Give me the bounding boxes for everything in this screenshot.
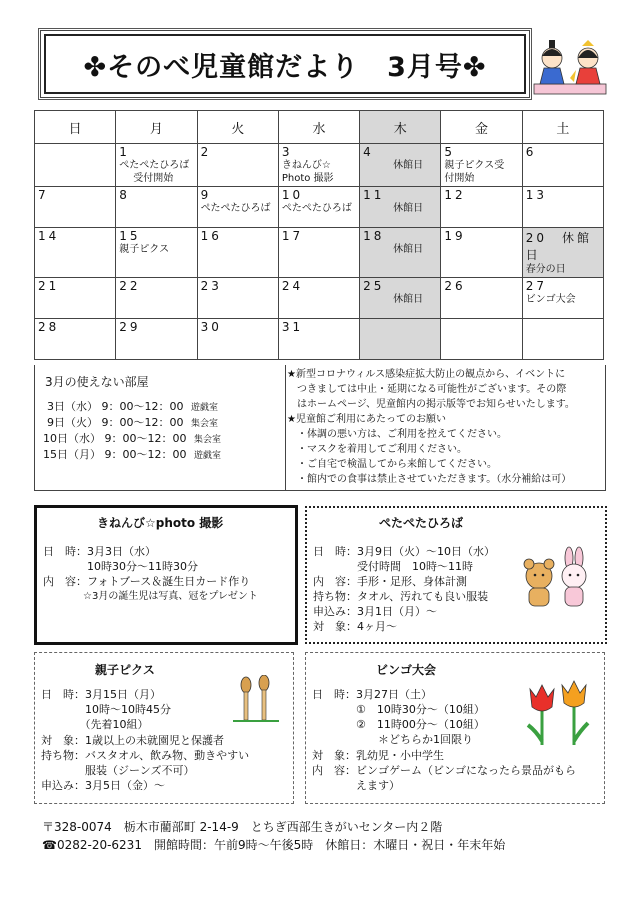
day-number: 31 bbox=[281, 320, 304, 334]
day-event: 親子ピクス受 bbox=[444, 160, 505, 171]
calendar-week-row bbox=[35, 187, 604, 228]
title-banner bbox=[44, 34, 526, 94]
notice-line: ・ご自宅で検温してから来館してください。 bbox=[287, 459, 497, 470]
day-number: 22 bbox=[119, 279, 141, 293]
hina-dolls-illustration bbox=[530, 30, 610, 100]
calendar-day-cell bbox=[197, 144, 278, 187]
weekday-header: 火 bbox=[197, 111, 278, 144]
bingo-line: 内 容：ビンゴゲーム（ビンゴになったら景品がもら bbox=[312, 764, 576, 777]
room-time: 9：00～12：00 bbox=[101, 400, 184, 413]
calendar-day-cell bbox=[360, 278, 441, 319]
rooms-heading: 3月の使えない部屋 bbox=[45, 375, 149, 389]
bingo-line: えます） bbox=[312, 779, 400, 792]
room-date: 10日（水） bbox=[43, 432, 101, 445]
calendar-week-row bbox=[35, 319, 604, 360]
weekday-header: 月 bbox=[116, 111, 197, 144]
calendar-day-cell bbox=[197, 278, 278, 319]
room-date: 9日（火） bbox=[47, 416, 98, 429]
day-event: 休館日 bbox=[393, 203, 424, 214]
petapeta-line: 受付時間 10時～11時 bbox=[313, 560, 473, 573]
petapeta-line: 申込み：3月1日（月）～ bbox=[313, 605, 437, 618]
calendar-day-cell bbox=[116, 187, 197, 228]
day-number: 19 bbox=[444, 229, 466, 243]
oyako-title: 親子ピクス bbox=[95, 663, 155, 677]
petapeta-title: ぺたぺたひろば bbox=[379, 516, 464, 530]
calendar-day-cell bbox=[116, 278, 197, 319]
calendar-day-cell bbox=[441, 228, 522, 278]
notice-line: ・マスクを着用してご利用ください。 bbox=[287, 444, 467, 455]
calendar-day-cell bbox=[116, 319, 197, 360]
oyako-line: 日 時：3月15日（月） bbox=[41, 688, 161, 701]
oyako-box bbox=[34, 652, 294, 804]
calendar-day-cell bbox=[522, 228, 603, 278]
bingo-title: ビンゴ大会 bbox=[376, 663, 437, 677]
calendar-day-cell bbox=[441, 319, 522, 360]
room-row bbox=[47, 414, 218, 430]
calendar-day-cell bbox=[197, 319, 278, 360]
footer-address: 〒328-0074 栃木市藺部町 2-14-9 とちぎ西部生きがいセンター内２階 bbox=[42, 820, 443, 834]
bingo-line: 日 時：3月27日（土） bbox=[312, 688, 432, 701]
calendar-day-cell bbox=[441, 144, 522, 187]
day-number: 9 bbox=[200, 188, 212, 202]
calendar-day-cell bbox=[360, 144, 441, 187]
kinenbi-title: きねんび☆photo 撮影 bbox=[97, 516, 224, 530]
notices bbox=[287, 365, 603, 492]
footer-contact: ☎0282-20-6231 開館時間：午前9時～午後5時 休館日：木曜日・祝日・年末年始 bbox=[42, 838, 506, 852]
calendar-day-cell bbox=[35, 228, 116, 278]
notice-line: ・館内での食事は禁止させていただきます。（水分補給は可） bbox=[287, 474, 572, 485]
day-number: 23 bbox=[200, 279, 222, 293]
room-time: 9：00～12：00 bbox=[104, 432, 187, 445]
calendar-day-cell bbox=[522, 278, 603, 319]
kinenbi-box bbox=[34, 505, 298, 645]
petapeta-box bbox=[305, 506, 607, 644]
petapeta-line: 日 時：3月9日（火）～10日（水） bbox=[313, 545, 495, 558]
calendar-day-cell bbox=[197, 187, 278, 228]
weekday-header: 日 bbox=[35, 111, 116, 144]
weekday-header: 金 bbox=[441, 111, 522, 144]
day-number: 7 bbox=[38, 188, 49, 202]
calendar-week-row bbox=[35, 144, 604, 187]
oyako-line: 10時～10時45分 bbox=[41, 703, 171, 716]
day-number: 16 bbox=[200, 229, 222, 243]
oyako-line: 持ち物：バスタオル、飲み物、動きやすい bbox=[41, 749, 250, 762]
bear-rabbit-illustration bbox=[517, 546, 597, 616]
calendar-day-cell bbox=[278, 144, 359, 187]
petapeta-line: 内 容：手形・足形、身体計測 bbox=[313, 575, 467, 588]
oyako-line: （先着10組） bbox=[41, 718, 149, 731]
day-event: ビンゴ大会 bbox=[525, 294, 576, 305]
bingo-line: ① 10時30分～（10組） bbox=[312, 703, 485, 716]
day-number: 17 bbox=[281, 229, 304, 243]
day-number: 12 bbox=[444, 188, 466, 202]
day-event: ぺたぺたひろば bbox=[200, 203, 271, 214]
notice-line: ★新型コロナウィルス感染症拡大防止の観点から、イベントに bbox=[287, 369, 566, 380]
day-event: ぺたぺたひろば bbox=[119, 160, 190, 171]
day-number: 20 休館日 bbox=[525, 231, 592, 262]
kinenbi-line: 内 容：フォトブース＆誕生日カード作り bbox=[43, 575, 251, 588]
day-number: 26 bbox=[444, 279, 466, 293]
weekday-header: 水 bbox=[278, 111, 359, 144]
day-number: 15 bbox=[119, 229, 141, 243]
day-number: 14 bbox=[38, 229, 60, 243]
calendar-day-cell bbox=[278, 228, 359, 278]
day-number: 3 bbox=[281, 145, 293, 159]
weekday-header: 木 bbox=[360, 111, 441, 144]
calendar-day-cell bbox=[116, 144, 197, 187]
day-number: 18 bbox=[363, 229, 385, 243]
day-number: 21 bbox=[38, 279, 60, 293]
day-event: 休館日 bbox=[393, 244, 424, 255]
room-name: 遊戯室 bbox=[191, 403, 219, 413]
room-row bbox=[43, 430, 221, 446]
bingo-line: 対 象：乳幼児・小中学生 bbox=[312, 749, 444, 762]
day-event: 親子ピクス bbox=[119, 244, 170, 255]
calendar-day-cell bbox=[35, 187, 116, 228]
day-number: 6 bbox=[525, 145, 537, 159]
day-event: 受付開始 bbox=[133, 173, 174, 184]
room-date: 15日（月） bbox=[43, 448, 101, 461]
day-number: 10 bbox=[281, 188, 304, 202]
kinenbi-line: ☆3月の誕生児は写真、冠をプレゼント bbox=[43, 591, 258, 602]
day-event: 春分の日 bbox=[525, 264, 566, 275]
oyako-line: 申込み：3月5日（金）～ bbox=[41, 779, 165, 792]
page-title: ✤そのべ児童館だより 3月号✤ bbox=[83, 51, 487, 83]
day-event: 休館日 bbox=[393, 160, 424, 171]
room-time: 9：00～12：00 bbox=[101, 416, 184, 429]
footer bbox=[42, 818, 505, 854]
day-number: 24 bbox=[281, 279, 304, 293]
calendar-day-cell bbox=[360, 187, 441, 228]
room-time: 9：00～12：00 bbox=[104, 448, 187, 461]
calendar-week-row bbox=[35, 278, 604, 319]
calendar-day-cell bbox=[278, 319, 359, 360]
oyako-line: 対 象：1歳以上の未就園児と保護者 bbox=[41, 734, 224, 747]
day-number: 1 bbox=[119, 145, 130, 159]
calendar-day-cell bbox=[278, 278, 359, 319]
room-row bbox=[47, 398, 218, 414]
day-number: 8 bbox=[119, 188, 130, 202]
kinenbi-line: 10時30分～11時30分 bbox=[43, 560, 198, 573]
unavailable-rooms bbox=[35, 365, 286, 490]
day-event: ぺたぺたひろば bbox=[281, 203, 352, 214]
day-number: 4 bbox=[363, 145, 374, 159]
day-number: 27 bbox=[525, 279, 547, 293]
day-number: 30 bbox=[200, 320, 222, 334]
day-number: 25 bbox=[363, 279, 385, 293]
room-name: 集会室 bbox=[191, 419, 219, 429]
bingo-box bbox=[305, 652, 605, 804]
calendar-day-cell bbox=[522, 319, 603, 360]
petapeta-line: 持ち物：タオル、汚れても良い服装 bbox=[313, 590, 489, 603]
calendar-day-cell bbox=[360, 228, 441, 278]
bingo-line: ② 11時00分～（10組） bbox=[312, 718, 485, 731]
day-number: 29 bbox=[119, 320, 141, 334]
notice-line: つきましては中止・延期になる可能性がございます。その際 bbox=[287, 384, 567, 395]
calendar-table bbox=[34, 110, 604, 360]
calendar-day-cell bbox=[522, 187, 603, 228]
calendar-day-cell bbox=[522, 144, 603, 187]
calendar-body bbox=[35, 144, 604, 360]
day-number: 2 bbox=[200, 145, 212, 159]
day-number: 11 bbox=[363, 188, 385, 202]
calendar-day-cell bbox=[197, 228, 278, 278]
notice-line: ★児童館ご利用にあたってのお願い bbox=[287, 414, 446, 425]
room-name: 集会室 bbox=[194, 435, 222, 445]
calendar-day-cell bbox=[360, 319, 441, 360]
day-event: Photo 撮影 bbox=[281, 173, 334, 184]
day-event: 付開始 bbox=[444, 173, 475, 184]
calendar-weekday-row bbox=[35, 111, 604, 144]
info-section bbox=[34, 365, 606, 491]
tulips-illustration bbox=[522, 675, 596, 747]
day-event: 休館日 bbox=[393, 294, 424, 305]
petapeta-line: 対 象：4ヶ月～ bbox=[313, 620, 397, 633]
calendar-day-cell bbox=[35, 319, 116, 360]
calendar-day-cell bbox=[35, 278, 116, 319]
calendar-day-cell bbox=[116, 228, 197, 278]
bingo-line: ＊どちらか1回限り bbox=[312, 733, 473, 746]
room-row bbox=[43, 446, 221, 462]
oyako-line: 服装（ジーンズ不可） bbox=[41, 764, 195, 777]
calendar-day-cell bbox=[278, 187, 359, 228]
room-date: 3日（水） bbox=[47, 400, 98, 413]
kinenbi-line: 日 時：3月3日（水） bbox=[43, 545, 156, 558]
horsetail-illustration bbox=[231, 675, 281, 725]
calendar-day-cell bbox=[35, 144, 116, 187]
room-name: 遊戯室 bbox=[194, 451, 222, 461]
calendar-day-cell bbox=[441, 278, 522, 319]
weekday-header: 土 bbox=[522, 111, 603, 144]
calendar-day-cell bbox=[441, 187, 522, 228]
day-event: きねんび☆ bbox=[281, 160, 331, 171]
notice-line: はホームページ、児童館内の掲示版等でお知らせいたします。 bbox=[287, 399, 575, 410]
day-number: 13 bbox=[525, 188, 547, 202]
notice-line: ・体調の悪い方は、ご利用を控えてください。 bbox=[287, 429, 507, 440]
day-number: 28 bbox=[38, 320, 60, 334]
day-number: 5 bbox=[444, 145, 456, 159]
calendar-week-row bbox=[35, 228, 604, 278]
